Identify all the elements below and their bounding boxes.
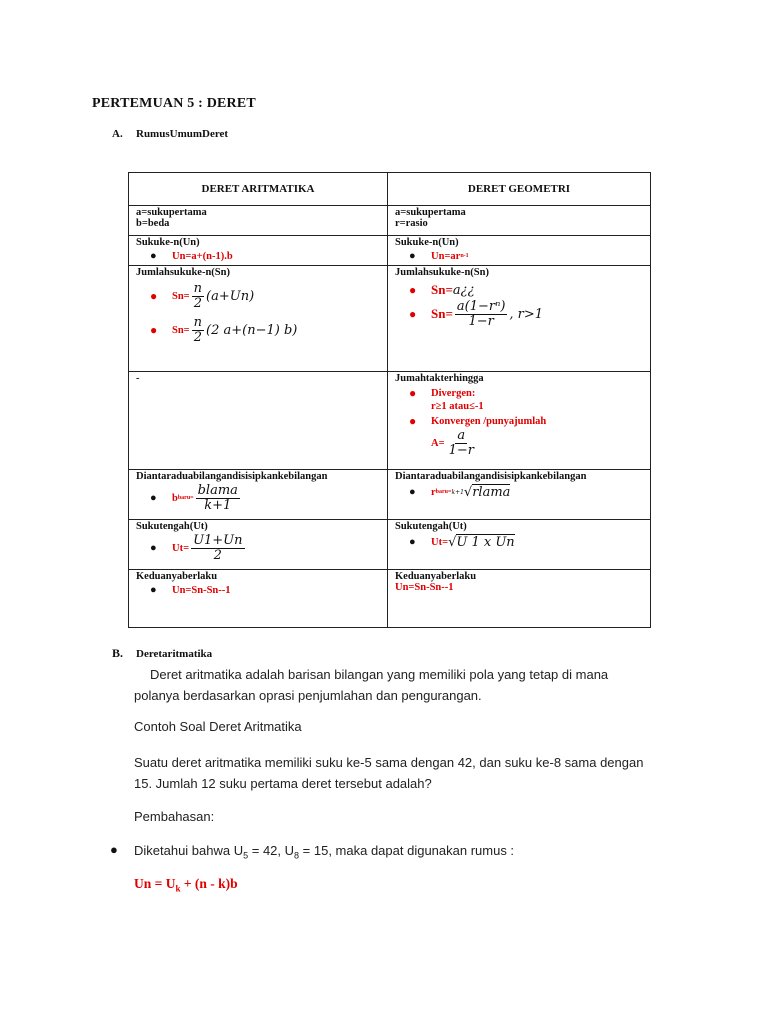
section-a-label: RumusUmumDeret (136, 128, 229, 140)
formula-table (128, 172, 651, 628)
geo-sn2-fraction (455, 300, 508, 328)
question-line-1: Suatu deret aritmatika memiliki suku ke-5 sama dengan 42, dan suku ke-8 sama dengan (134, 755, 644, 770)
arit-def-a: a=sukupertama (136, 207, 207, 218)
geo-sisip-root-index: k+1 (451, 488, 464, 496)
geo-sisip-cell (388, 470, 651, 520)
fraction-denominator: k+1 (204, 497, 232, 513)
fraction-numerator: a(1−rⁿ) (456, 299, 506, 314)
geo-sisip-radicand: rlama (472, 485, 511, 500)
bullet-icon: ● (409, 386, 417, 400)
geo-un-cell (388, 236, 651, 266)
geo-def-r: r=rasio (395, 218, 428, 229)
discussion-label: Pembahasan: (134, 809, 215, 824)
geo-sisip-label: r (431, 486, 436, 498)
bullet-icon: ● (409, 250, 416, 262)
geo-both-cell (388, 570, 651, 628)
known-post: = 15, maka dapat digunakan rumus : (299, 843, 515, 858)
geo-ut-radicand: U 1 x Un (456, 535, 515, 550)
arit-sn2-label: Sn= (172, 324, 190, 336)
geo-sn2-label: Sn= (431, 306, 453, 322)
geo-a-fraction (447, 429, 476, 457)
fraction-numerator: n (193, 281, 203, 296)
geo-both-formula: Un=Sn-Sn--1 (395, 582, 454, 593)
arit-sn2-fraction (192, 316, 204, 344)
section-b-label: Deretaritmatika (136, 648, 213, 660)
fraction-numerator: n (193, 315, 203, 331)
arit-sn2-rest: (2 a+(n−1) b) (206, 322, 298, 338)
bullet-icon: ● (409, 414, 417, 428)
arit-ut-cell (129, 520, 388, 570)
bullet-icon: ● (150, 322, 158, 337)
arit-sisip-subscript: baru= (177, 495, 194, 502)
arit-un-heading: Sukuke-n(Un) (136, 237, 200, 248)
bullet-icon: ● (150, 492, 157, 505)
header-geometri: DERET GEOMETRI (388, 173, 651, 206)
fraction-denominator: 2 (213, 547, 222, 563)
arit-def-b: b=beda (136, 218, 170, 229)
table-row (129, 206, 651, 236)
arit-sisip-fraction (196, 484, 240, 512)
table-row (129, 520, 651, 570)
intro-line-2: polanya berdasarkan oprasi penjumlahan dan pengurangan. (134, 688, 482, 703)
fraction-denominator: 1−r (468, 313, 494, 329)
geo-un-heading: Sukuke-n(Un) (395, 237, 459, 248)
header-aritmatika: DERET ARITMATIKA (129, 173, 388, 206)
arit-sn1-rest: (a+Un) (206, 288, 255, 304)
geo-divergen-label: Divergen: (431, 388, 476, 399)
geo-a-label: A= (431, 437, 445, 449)
formula-sub: k (175, 883, 181, 894)
geo-sn1-label: Sn= (431, 282, 453, 297)
formula-pre: Un = U (134, 876, 176, 891)
table-row (129, 266, 651, 372)
intro-paragraph (134, 664, 674, 706)
arit-sn1-fraction (192, 282, 204, 310)
geo-sisip-heading: Diantaraduabilangandisisipkankebilangan (395, 471, 587, 482)
fraction-denominator: 2 (193, 329, 202, 345)
fraction-numerator: U1+Un (193, 533, 243, 548)
page-title: PERTEMUAN 5 : DERET (92, 96, 256, 111)
geo-ut-label: Ut= (431, 536, 449, 548)
geo-inf-heading: Jumahtakterhingga (395, 373, 484, 384)
arit-un-cell (129, 236, 388, 266)
geo-def-a: a=sukupertama (395, 207, 466, 218)
arit-sn1-label: Sn= (172, 290, 190, 302)
arit-ut-heading: Sukutengah(Ut) (136, 521, 208, 532)
table-row (129, 570, 651, 628)
section-b-heading (112, 646, 212, 661)
table-row (129, 372, 651, 470)
root-icon: √ (463, 484, 473, 500)
known-sub-1: 5 (243, 850, 249, 861)
fraction-denominator: 1−r (448, 442, 474, 458)
arit-sn-cell (129, 266, 388, 372)
arit-ut-fraction (191, 534, 244, 562)
geo-divergen-condition: r≥1 atau≤-1 (431, 401, 484, 412)
table-row (129, 470, 651, 520)
question-line-2: 15. Jumlah 12 suku pertama deret tersebut adalah? (134, 776, 432, 791)
general-formula (134, 876, 238, 894)
geo-sn1-rest: a¿¿ (452, 282, 475, 298)
section-a-number: A. (112, 128, 123, 140)
known-sub-2: 8 (294, 850, 300, 861)
geo-infinite-cell (388, 372, 651, 470)
geo-sisip-subscript: baru= (435, 489, 452, 495)
arit-both-formula: Un=Sn-Sn--1 (172, 584, 231, 596)
known-values-line (134, 840, 674, 867)
known-pre: Diketahui bahwa U (134, 843, 244, 858)
section-b-number: B. (112, 646, 124, 660)
arit-both-heading: Keduanyaberlaku (136, 571, 218, 582)
geo-un-formula: Un=ar (431, 250, 461, 262)
bullet-icon: ● (110, 842, 118, 857)
fraction-numerator: a (457, 428, 466, 443)
root-icon: √ (448, 534, 457, 550)
intro-line-1: Deret aritmatika adalah barisan bilangan yang memiliki pola yang tetap di mana (150, 667, 609, 682)
geo-both-heading: Keduanyaberlaku (395, 571, 477, 582)
bullet-icon: ● (150, 584, 157, 596)
bullet-icon: ● (409, 282, 417, 297)
bullet-icon: ● (409, 486, 416, 498)
fraction-denominator: 2 (193, 295, 202, 311)
arit-un-formula: Un=a+(n-1).b (172, 250, 233, 262)
bullet-icon: ● (150, 288, 158, 303)
known-mid: = 42, U (248, 843, 295, 858)
bullet-icon: ● (409, 536, 416, 548)
example-title: Contoh Soal Deret Aritmatika (134, 719, 302, 734)
geo-definitions (388, 206, 651, 236)
arit-empty-cell: - (129, 372, 388, 470)
table-row (129, 236, 651, 266)
bullet-icon: ● (150, 250, 157, 262)
table-header-row (129, 173, 651, 206)
arit-sisip-cell (129, 470, 388, 520)
geo-sn-cell (388, 266, 651, 372)
arit-sn-heading: Jumlahsukuke-n(Sn) (136, 267, 230, 278)
geo-konvergen-label: Konvergen /punyajumlah (431, 416, 547, 427)
geo-sn-heading: Jumlahsukuke-n(Sn) (395, 267, 489, 278)
fraction-numerator: blama (197, 483, 238, 498)
geo-ut-heading: Sukutengah(Ut) (395, 521, 467, 532)
geo-ut-cell (388, 520, 651, 570)
arit-definitions (129, 206, 388, 236)
geo-sn2-condition: , r>1 (509, 306, 544, 322)
section-a-heading (112, 128, 228, 140)
arit-both-cell (129, 570, 388, 628)
arit-sisip-heading: Diantaraduabilangandisisipkankebilangan (136, 471, 328, 482)
question-paragraph (134, 752, 674, 794)
bullet-icon: ● (409, 306, 417, 321)
bullet-icon: ● (150, 542, 157, 555)
arit-ut-label: Ut= (172, 542, 190, 554)
arit-sisip-label: b (172, 492, 178, 504)
geo-un-exponent: n-1 (460, 253, 469, 259)
formula-post: + (n - k)b (180, 876, 238, 891)
